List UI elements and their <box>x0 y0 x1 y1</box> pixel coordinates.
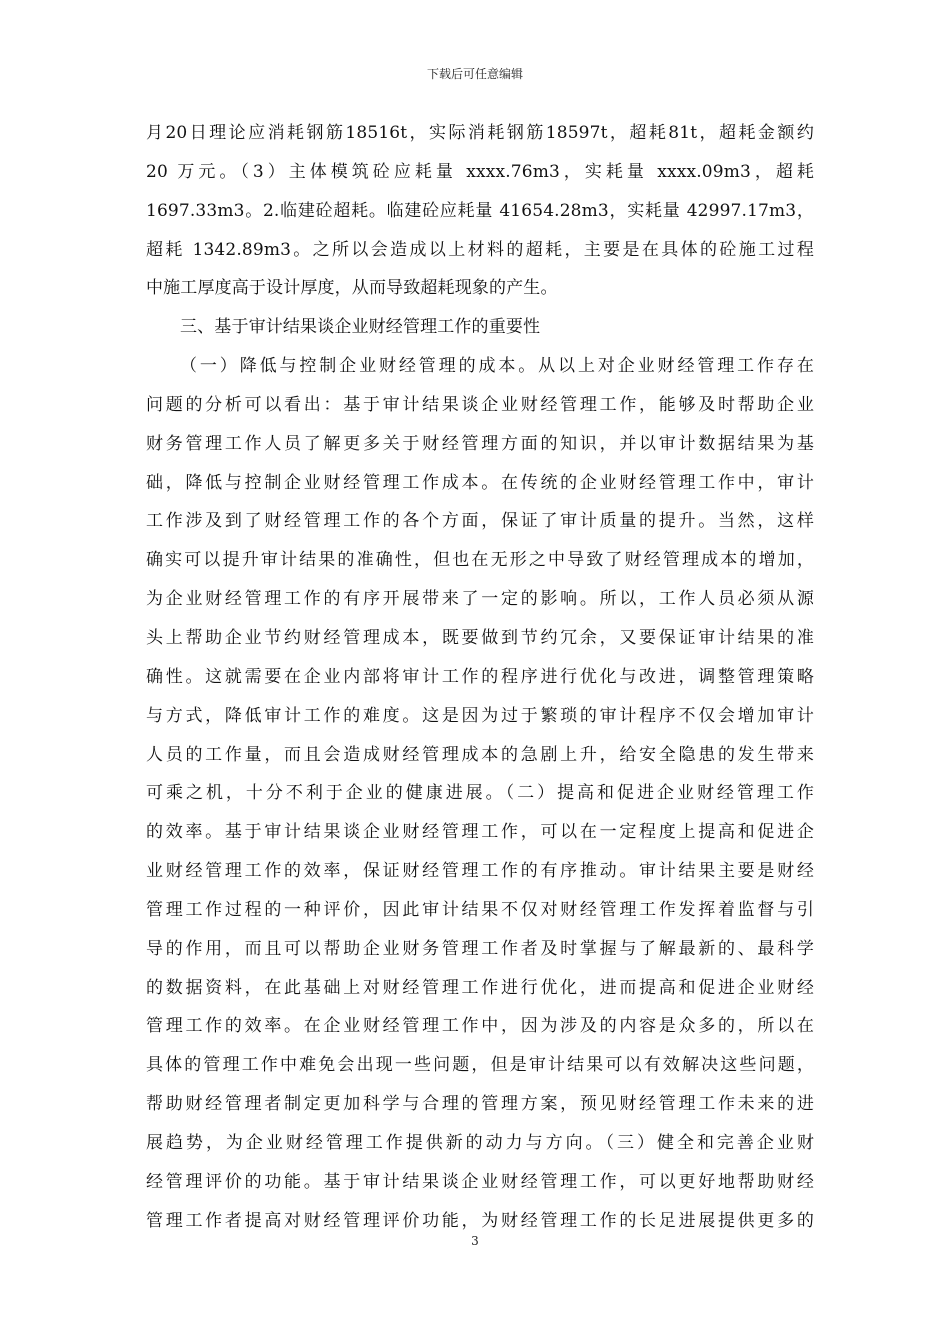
text-line: 问题的分析可以看出：基于审计结果谈企业财经管理工作，能够及时帮助企业 <box>146 394 814 415</box>
section-heading: 三、基于审计结果谈企业财经管理工作的重要性 <box>180 317 541 338</box>
text-line: 管理工作的效率。在企业财经管理工作中，因为涉及的内容是众多的，所以在 <box>146 1016 814 1037</box>
page-header: 下载后可任意编辑 <box>426 67 523 81</box>
text-line: 的效率。基于审计结果谈企业财经管理工作，可以在一定程度上提高和促进企 <box>146 822 814 843</box>
text-line: 导的作用，而且可以帮助企业财务管理工作者及时掌握与了解最新的、最科学 <box>146 938 814 959</box>
text-line: 经管理评价的功能。基于审计结果谈企业财经管理工作，可以更好地帮助财经 <box>146 1171 814 1192</box>
text-line: 础，降低与控制企业财经管理工作成本。在传统的企业财经管理工作中，审计 <box>146 472 814 493</box>
text-line: 中施工厚度高于设计厚度，从而导致超耗现象的产生。 <box>146 278 558 299</box>
text-line: 人员的工作量，而且会造成财经管理成本的急剧上升，给安全隐患的发生带来 <box>146 744 814 765</box>
text-line: 管理工作者提高对财经管理评价功能，为财经管理工作的长足进展提供更多的 <box>146 1210 814 1231</box>
text-line: 月20日理论应消耗钢筋18516t，实际消耗钢筋18597t，超耗81t，超耗金额约 <box>146 123 814 143</box>
text-line: 具体的管理工作中难免会出现一些问题，但是审计结果可以有效解决这些问题， <box>146 1055 814 1076</box>
text-line: 为企业财经管理工作的有序开展带来了一定的影响。所以，工作人员必须从源 <box>146 589 814 610</box>
text-line: 1697.33m3。2.临建砼超耗。临建砼应耗量 41654.28m3，实耗量 42997.17m3， <box>146 200 814 221</box>
text-line: 确实可以提升审计结果的准确性，但也在无形之中导致了财经管理成本的增加， <box>146 550 814 571</box>
document-body <box>146 114 814 1240</box>
text-line: 确性。这就需要在企业内部将审计工作的程序进行优化与改进，调整管理策略 <box>146 666 814 687</box>
text-line: 展趋势，为企业财经管理工作提供新的动力与方向。（三）健全和完善企业财 <box>146 1132 814 1153</box>
subsection-start-line: （一）降低与控制企业财经管理的成本。从以上对企业财经管理工作存在 <box>180 356 814 377</box>
text-line: 20 万元。（3）主体模筑砼应耗量 xxxx.76m3，实耗量 xxxx.09m3，超耗 <box>146 161 814 182</box>
text-line: 管理工作过程的一种评价，因此审计结果不仅对财经管理工作发挥着监督与引 <box>146 899 814 920</box>
text-line: 的数据资料，在此基础上对财经管理工作进行优化，进而提高和促进企业财经 <box>146 977 814 998</box>
text-line: 财务管理工作人员了解更多关于财经管理方面的知识，并以审计数据结果为基 <box>146 433 814 454</box>
text-line: 业财经管理工作的效率，保证财经管理工作的有序推动。审计结果主要是财经 <box>146 861 814 882</box>
text-line: 可乘之机，十分不利于企业的健康进展。（二）提高和促进企业财经管理工作 <box>146 783 814 804</box>
text-line: 头上帮助企业节约财经管理成本，既要做到节约冗余，又要保证审计结果的准 <box>146 627 814 648</box>
text-line: 与方式，降低审计工作的难度。这是因为过于繁琐的审计程序不仅会增加审计 <box>146 705 814 726</box>
text-line: 帮助财经管理者制定更加科学与合理的管理方案，预见财经管理工作未来的进 <box>146 1094 814 1115</box>
text-line: 工作涉及到了财经管理工作的各个方面，保证了审计质量的提升。当然，这样 <box>146 511 814 532</box>
page-number: 3 <box>471 1234 479 1248</box>
text-line: 超耗 1342.89m3。之所以会造成以上材料的超耗，主要是在具体的砼施工过程 <box>146 239 814 260</box>
